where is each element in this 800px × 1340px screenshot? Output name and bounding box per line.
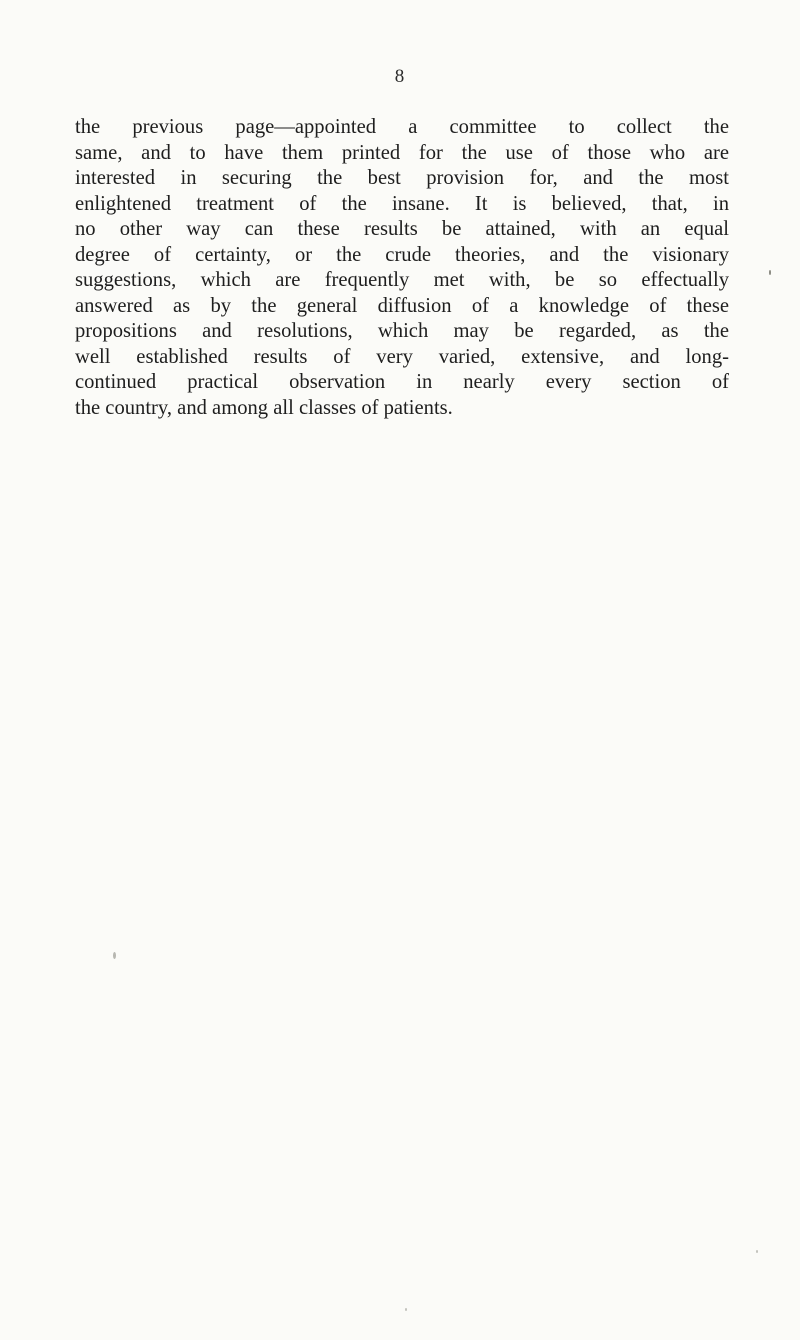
body-paragraph	[75, 115, 729, 421]
text-line: answered as by the general diffusion of a knowledge of these	[75, 294, 729, 317]
text-line: degree of certainty, or the crude theories, and the visionary	[75, 243, 729, 266]
page-number: 8	[394, 66, 406, 87]
text-line: same, and to have them printed for the use of those who are	[75, 141, 729, 164]
scan-speck	[769, 270, 771, 275]
scan-speck	[756, 1250, 758, 1253]
scan-speck	[113, 952, 116, 959]
text-line: enlightened treatment of the insane. It is believed, that, in	[75, 192, 729, 215]
text-line: well established results of very varied, extensive, and long-	[75, 345, 729, 368]
text-line: suggestions, which are frequently met with, be so effectually	[75, 269, 729, 291]
scan-speck	[405, 1308, 407, 1311]
text-line: the previous page—appointed a committee to collect the	[75, 116, 729, 138]
text-line: the country, and among all classes of patients.	[75, 396, 453, 419]
text-line: interested in securing the best provision for, and the most	[75, 167, 729, 189]
text-line: propositions and resolutions, which may be regarded, as the	[75, 320, 729, 342]
text-line: no other way can these results be attained, with an equal	[75, 218, 729, 240]
text-line: continued practical observation in nearly every section of	[75, 371, 729, 393]
